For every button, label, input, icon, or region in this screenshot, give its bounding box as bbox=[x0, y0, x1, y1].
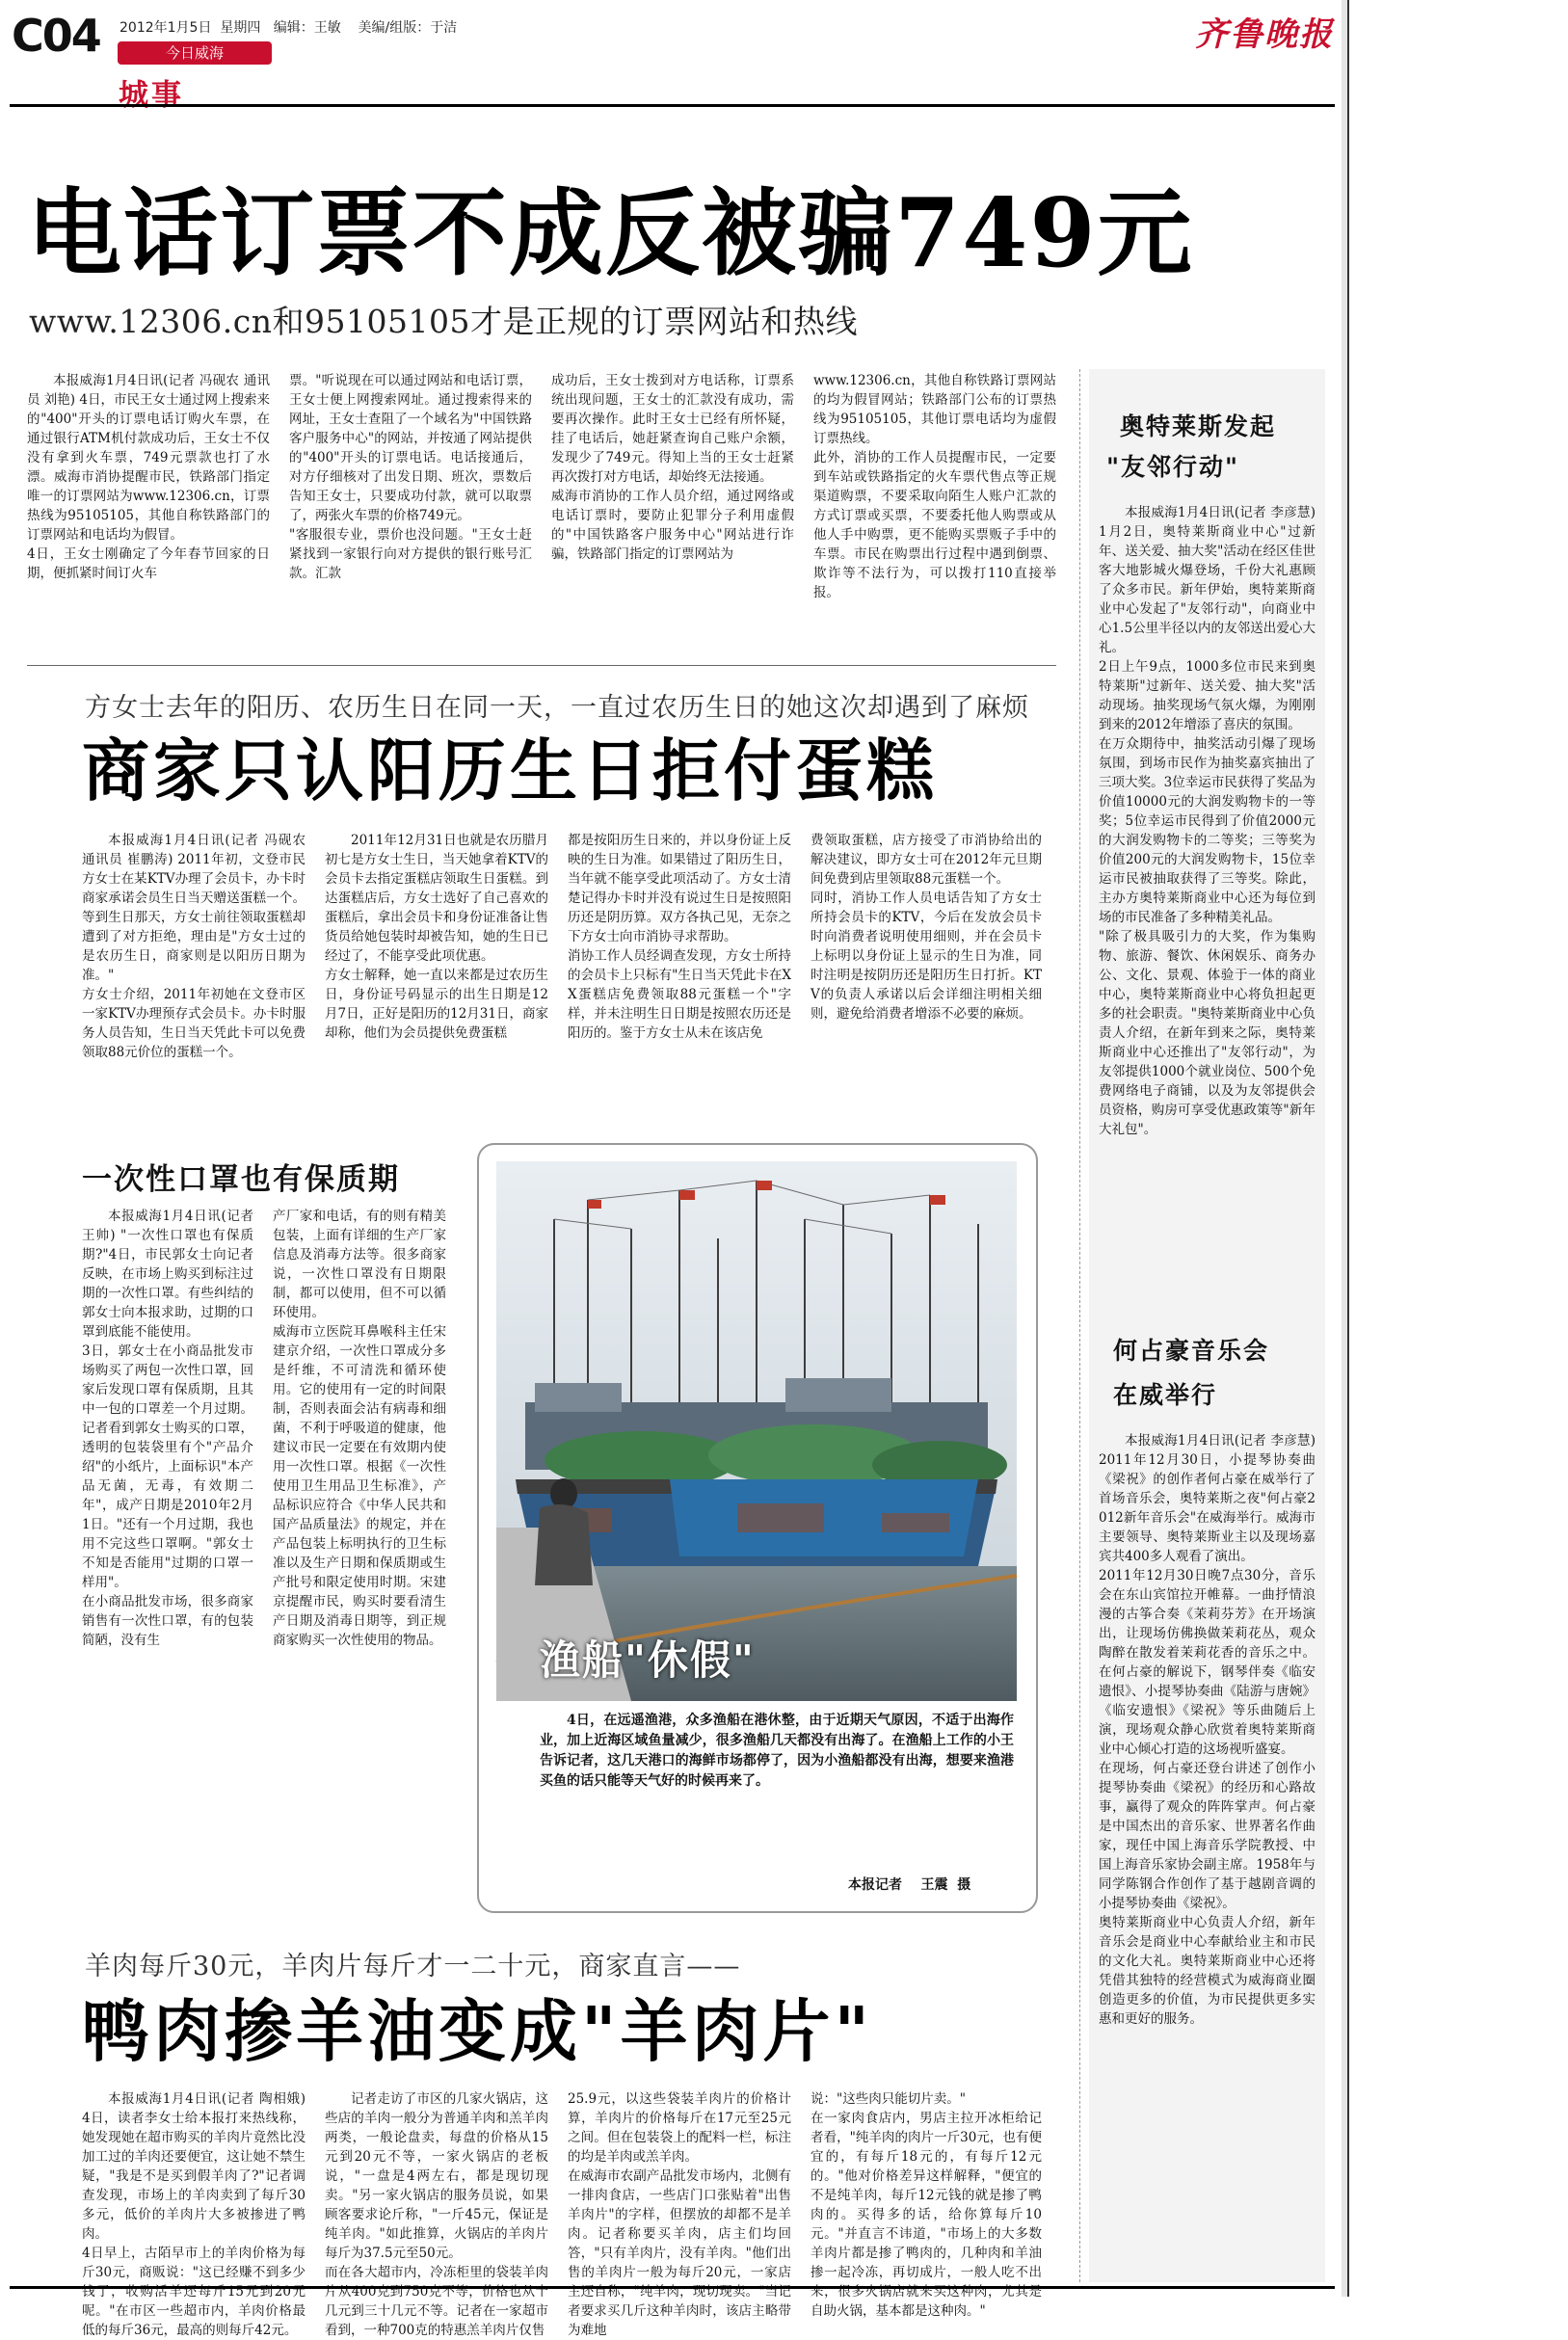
mask-column-1: 本报威海1月4日讯(记者 王帅) "一次性口罩也有保质期?"4日，市民郭女士向记者反映，在市场上购买到标注过期的一次性口罩。有些纠结的郭女士向本报求助，过期的口罩到底能不能使用。 3日，郭女士在小商品批发市场购买了两包一次性口罩，回家后发现口罩有保质期，且其中一包的口罩差一个月过期。记者看到郭女士购买的口罩，透明的包装袋里有个"产品介绍"的小纸片，上面标识"本产品无菌，无毒，有效期二年"，成产日期是2010年2月1日。"还有一个月过期，我也用不完这些口罩啊。"郭女士不知是否能用"过期的口罩一样用"。 在小商品批发市场，很多商家销售有一次性口罩，有的包装简陋，没有生 bbox=[82, 1209, 253, 1648]
sidebar-story2-title-1: 何占豪音乐会 bbox=[1113, 1337, 1270, 1365]
cake-kicker: 方女士去年的阳历、农历生日在同一天，一直过农历生日的她这次却遇到了麻烦 bbox=[85, 693, 1029, 723]
masthead-rule bbox=[10, 104, 1335, 107]
page-number: C04 bbox=[12, 10, 100, 62]
sidebar-story2-title-2: 在威举行 bbox=[1113, 1381, 1218, 1409]
sidebar-story1-body: 本报威海1月4日讯(记者 李彦慧) 1月2日，奥特莱斯商业中心"过新年、送关爱、抽大奖"活动在经区佳世客大地影城火爆登场，千份大礼惠顾了众多市民。新年伊始，奥特莱斯商业中心发起了"友邻行动"，向商业中心1.5公里半径以内的友邻送出爱心大礼。 2日上午9点，1000多位市民来到奥特莱斯"过新年、送关爱、抽大奖"活动现场。抽奖现场气氛火爆，为刚刚到来的2012年增添了喜庆的氛围。 在万众期待中，抽奖活动引爆了现场氛围，到场市民作为抽奖嘉宾抽出了三项大奖。3位幸运市民获得了奖品为价值10000元的大润发购物卡的一等奖；5位幸运市民得到了价值2000元的大润发购物卡的二等奖；三等奖为价值200元的大润发购物卡，15位幸运市民被抽取获得了三等奖。除此，主办方奥特莱斯商业中心还为每位到场的市民准备了多种精美礼品。 "除了极具吸引力的大奖，作为集购物、旅游、餐饮、休闲娱乐、商务办公、文化、景观、体验于一体的商业中心，奥特莱斯商业中心将负担起更多的社会职责。"奥特莱斯商业中心负责人介绍，在新年到来之际，奥特莱斯商业中心还推出了"友邻行动"，为友邻提供1000个就业岗位、500个免费网络电子商铺，以及为友邻提供会员资格，购房可享受优惠政策等"新年大礼包"。 bbox=[1099, 505, 1316, 1137]
sidebar-story2-body: 本报威海1月4日讯(记者 李彦慧) 2011年12月30日，小提琴协奏曲《梁祝》的创作者何占豪在威举行了首场音乐会，奥特莱斯之夜"何占豪2012新年音乐会"在威海举行。威海市主要领导、奥特莱斯业主以及现场嘉宾共400多人观看了演出。 2011年12月30日晚7点30分，音乐会在东山宾馆拉开帷幕。一曲抒情浪漫的古筝合奏《茉莉芬芳》在开场演出，让现场仿佛换做茉莉花丛，观众陶醉在散发着茉莉花香的音乐之中。在何占豪的解说下，钢琴伴奏《临安遗恨》、小提琴协奏曲《陆游与唐婉》《临安遗恨》《梁祝》等乐曲随后上演，现场观众静心欣赏着奥特莱斯商业中心倾心打造的这场视听盛宴。 在现场，何占豪还登台讲述了创作小提琴协奏曲《梁祝》的经历和心路故事，赢得了观众的阵阵掌声。何占豪是中国杰出的音乐家、世界著名作曲家，现任中国上海音乐学院教授、中国上海音乐家协会副主席。1958年与同学陈钢合作创作了基于越剧音调的小提琴协奏曲《梁祝》。 奥特莱斯商业中心负责人介绍，新年音乐会是商业中心奉献给业主和市民的文化大礼。奥特莱斯商业中心还将凭借其独特的经营模式为威海商业圈创造更多的价值，为市民提供更多实惠和更好的服务。 bbox=[1099, 1433, 1316, 2027]
cake-column-4: 费领取蛋糕，店方接受了市消协给出的解决建议，即方女士可在2012年元旦期间免费到店里领取88元蛋糕一个。 同时，消协工作人员电话告知了方女士所持会员卡的KTV，今后在发放会员卡时向消费者说明使用细则，并在会员卡上标明以身份证上显示的生日为准，同时注明是按阴历还是阳历生日打折。KTV的负责人承诺以后会详细注明相关细则，避免给消费者增添不必要的麻烦。 bbox=[811, 833, 1042, 1022]
lead-column-4: www.12306.cn，其他自称铁路订票网站的均为假冒网站；铁路部门公布的订票热线为95105105，其他订票电话均为虚假订票热线。 此外，消协的工作人员提醒市民，一定要到车站或铁路指定的火车票代售点等正规渠道购票，不要采取向陌生人账户汇款的方式订票或买票，不要委托他人购票或从他人手中购票，更不能购买票贩子手中的车票。市民在购票出行过程中遇到倒票、欺诈等不法行为，可以拨打110直接举报。 bbox=[813, 373, 1056, 600]
section-tag bbox=[118, 41, 272, 65]
mutton-column-3: 25.9元，以这些袋装羊肉片的价格计算，羊肉片的价格每斤在17元至25元之间。但在包装袋上的配料一栏，标注的均是羊肉或羔羊肉。 在威海市农副产品批发市场内，北侧有一排肉食店，一些店门口张贴着"出售羊肉片"的字样，但摆放的却都不是羊肉。记者称要买羊肉，店主们均回答，"只有羊肉片，没有羊肉。"他们出售的羊肉片一般为每斤20元，一家店主还自称，"纯羊肉，现切现卖。"当记者要求买几斤这种羊肉时，该店主略带为难地 bbox=[568, 2091, 791, 2338]
mutton-column-1: 本报威海1月4日讯(记者 陶相娥) 4日，读者李女士给本报打来热线称，她发现她在超市购买的羊肉片竟然比没加工过的羊肉还要便宜，这让她不禁生疑，"我是不是买到假羊肉了?"记者调查发现，市场上的羊肉卖到了每斤30多元，低价的羊肉片大多被掺进了鸭肉。 4日早上，古陌早市上的羊肉价格为每斤30元，商贩说："这已经赚不到多少钱了，收购活羊还每斤15元到20元呢。"在市区一些超市内，羊肉价格最低的每斤36元，最高的则每斤42元。 bbox=[82, 2091, 306, 2338]
photo-credit: 本报记者 王震 摄 bbox=[848, 1877, 971, 1893]
mutton-column-4: 说："这些肉只能切片卖。" 在一家肉食店内，男店主拉开冰柜给记者看，"纯羊肉的肉片一斤30元，也有便宜的，有每斤18元的，有每斤12元的。"他对价格差异这样解释，"便宜的不是纯羊肉，每斤12元钱的就是掺了鸭肉的。买得多的话，给你算每斤10元。"并直言不讳道，"市场上的大多数羊肉片都是掺了鸭肉的，几种肉和羊油掺一起冷冻，再切成片，一般人吃不出来，很多火锅店就来买这种肉，尤其是自助火锅，基本都是这种肉。" bbox=[811, 2091, 1042, 2319]
lead-bottom-rule bbox=[27, 665, 1056, 666]
photo-caption: 4日，在远遥渔港，众多渔船在港休整，由于近期天气原因，不适于出海作业，加上近海区域鱼量减少，很多渔船几天都没有出海了。在渔船上工作的小王告诉记者，这几天港口的海鲜市场都停了，因为小渔船都没有出海，想要来渔港买鱼的话只能等天气好的时候再来了。 bbox=[540, 1713, 1014, 1789]
mutton-column-2: 记者走访了市区的几家火锅店，这些店的羊肉一般分为普通羊肉和羔羊肉两类，一般论盘卖，每盘的价格从15元到20元不等，一家火锅店的老板说，"一盘是4两左右，都是现切现卖。"另一家火锅店的服务员说，如果顾客要求论斤称，"一斤45元，保证是纯羊肉。"如此推算，火锅店的羊肉片每斤为37.5元至50元。 而在各大超市内，冷冻柜里的袋装羊肉片从400克到750克不等，价格也从十几元到三十几元不等。记者在一家超市看到，一种700克的特惠羔羊肉片仅售 bbox=[325, 2091, 548, 2338]
lead-headline: 电话订票不成反被骗749元 bbox=[27, 178, 1194, 289]
sidebar-story1-title-2: "友邻行动" bbox=[1106, 453, 1240, 481]
lead-column-1: 本报威海1月4日讯(记者 冯砚农 通讯员 刘艳) 4日，市民王女士通过网上搜索来的"400"开头的订票电话订购火车票，在通过银行ATM机付款成功后，王女士不仅没有拿到火车票，749元票款也打了水漂。威海市消协提醒市民，铁路部门指定唯一的订票网站为www.12306.cn，订票热线为95105105，其他自称铁路部门的订票网站和电话均为假冒。 4日，王女士刚确定了今年春节回家的日期，便抓紧时间订火车 bbox=[27, 373, 270, 581]
page-edge bbox=[1347, 0, 1568, 2297]
lead-subhead: www.12306.cn和95105105才是正规的订票网站和热线 bbox=[29, 303, 858, 340]
mask-column-2: 产厂家和电话，有的则有精美包装，上面有详细的生产厂家信息及消毒方法等。很多商家说，一次性口罩没有日期限制，都可以使用，但不可以循环使用。 威海市立医院耳鼻喉科主任宋建京介绍，一次性口罩成分多是纤维，不可清洗和循环使用。它的使用有一定的时间限制，否则表面会沾有病毒和细菌，不利于呼吸道的健康，他建议市民一定要在有效期内使用一次性口罩。根据《一次性使用卫生用品卫生标准》，产品标识应符合《中华人民共和国产品质量法》的规定，并在产品包装上标明执行的卫生标准以及生产日期和保质期或生产批号和限定使用时期。宋建京提醒市民，购买时要看清生产日期及消毒日期等，到正规商家购买一次性使用的物品。 bbox=[273, 1209, 446, 1648]
mutton-headline: 鸭肉掺羊油变成"羊肉片" bbox=[82, 1991, 873, 2071]
fishing-boats-photo bbox=[496, 1161, 1017, 1701]
section-title: 城事 bbox=[119, 78, 184, 113]
cake-headline: 商家只认阳历生日拒付蛋糕 bbox=[82, 731, 938, 811]
lead-column-2: 票。"听说现在可以通过网站和电话订票，王女士便上网搜索网址。通过搜索得来的网址，王女士查阻了一个域名为"中国铁路客户服务中心"的网站，并按通了网站提供的"400"开头的订票电话。电话接通后，对方仔细核对了出发日期、班次，票数后告知王女士，只要成功付款，就可以取票了，两张火车票的价格749元。 "客服很专业，票价也没问题。"王女士赶紧找到一家银行向对方提供的银行账号汇款。汇款 bbox=[289, 373, 532, 581]
cake-column-3: 都是按阳历生日来的，并以身份证上反映的生日为准。如果错过了阳历生日，当年就不能享受此项活动了。方女士清楚记得办卡时并没有说过生日是按照阳历还是阴历算。双方各执己见，无奈之下方女士向市消协寻求帮助。 消协工作人员经调查发现，方女士所持的会员卡上只标有"生日当天凭此卡在XX蛋糕店免费领取88元蛋糕一个"字样，并未注明生日日期是按照农历还是阳历的。鉴于方女士从未在该店免 bbox=[568, 833, 791, 1041]
section-tag-label: 今日威海 bbox=[166, 44, 225, 62]
lead-column-3: 成功后，王女士拨到对方电话称，订票系统出现问题，王女士的汇款没有成功，需要再次操作。此时王女士已经有所怀疑，挂了电话后，她赶紧查询自己账户余额，发现少了749元。得知上当的王女士赶紧再次拨打对方电话，却始终无法接通。 威海市消协的工作人员介绍，通过网络或电话订票时，要防止犯罪分子利用虚假的"中国铁路客户服务中心"网站进行诈骗，铁路部门指定的订票网站为 bbox=[551, 373, 794, 562]
sidebar-divider bbox=[1079, 369, 1080, 2282]
sidebar-story1-title-1: 奥特莱斯发起 bbox=[1120, 412, 1277, 440]
issue-meta: 2012年1月5日 星期四 编辑：王敏 美编/组版：于洁 bbox=[120, 20, 458, 36]
page-bottom-rule bbox=[10, 2286, 1335, 2289]
photo-illustration bbox=[496, 1161, 1017, 1701]
mutton-kicker: 羊肉每斤30元，羊肉片每斤才一二十元，商家直言—— bbox=[85, 1952, 741, 1981]
mask-headline: 一次性口罩也有保质期 bbox=[82, 1162, 400, 1197]
cake-column-2: 2011年12月31日也就是农历腊月初七是方女士生日，当天她拿着KTV的会员卡去指定蛋糕店领取生日蛋糕。到达蛋糕店后，方女士选好了自己喜欢的蛋糕后，拿出会员卡和身份证准备让售货员给她包装时却被告知，她的生日已经过了，不能享受此项优惠。 方女士解释，她一直以来都是过农历生日，身份证号码显示的出生日期是12月7日，正好是阳历的12月31日，商家却称，他们为会员提供免费蛋糕 bbox=[325, 833, 548, 1041]
cake-column-1: 本报威海1月4日讯(记者 冯砚农 通讯员 崔鹏涛) 2011年初，文登市民方女士在某KTV办理了会员卡，办卡时商家承诺会员生日当天赠送蛋糕一个。等到生日那天，方女士前往领取蛋糕却遭到了对方拒绝，理由是"方女士过的是农历生日，商家则是以阳历日期为准。" 方女士介绍，2011年初她在文登市区一家KTV办理预存式会员卡。办卡时服务人员告知，生日当天凭此卡可以免费领取88元价位的蛋糕一个。 bbox=[82, 833, 306, 1060]
brand-logo: 齐鲁晚报 bbox=[1195, 15, 1334, 54]
photo-caption-title: 渔船"休假" bbox=[540, 1636, 756, 1684]
